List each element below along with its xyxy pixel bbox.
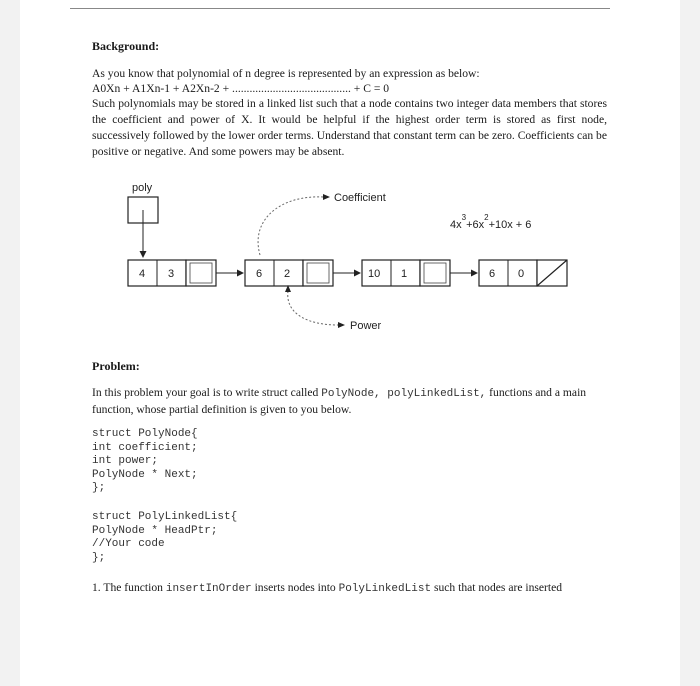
problem-item-1: 1. The function insertInOrder inserts nodes into PolyLinkedList such that nodes are inserted (92, 581, 563, 595)
coefficient-pointer-curve (258, 197, 323, 255)
node-power: 3 (168, 268, 175, 280)
node-coefficient: 6 (489, 268, 496, 280)
power-label: Power (350, 320, 382, 332)
problem-intro: In this problem your goal is to write struct called PolyNode, polyLinkedList, functions and a main function, whose partial definition is given to you below. (92, 386, 587, 416)
list-node (362, 260, 450, 286)
poly-label: poly (132, 182, 153, 194)
coefficient-arrowhead (323, 194, 330, 200)
coefficient-label: Coefficient (334, 192, 386, 204)
code-block-polynode: struct PolyNode{ int coefficient; int power; PolyNode * Next; }; (92, 428, 198, 495)
polynomial-expression: A0Xn + A1Xn-1 + A2Xn-2 + ......................................... + C = 0 (92, 82, 390, 95)
node-coefficient: 10 (368, 268, 381, 280)
background-line-1: As you know that polynomial of n degree is represented by an expression as below: (92, 67, 480, 80)
list-node (128, 260, 216, 286)
power-arrowhead (338, 322, 345, 328)
code-block-polylinkedlist: struct PolyLinkedList{ PolyNode * HeadPtr; //Your code }; (92, 511, 238, 564)
node-power: 2 (284, 268, 291, 280)
linked-list-diagram (110, 175, 580, 335)
list-node (479, 260, 567, 286)
problem-heading: Problem: (92, 359, 140, 373)
top-divider (70, 8, 610, 9)
polynomial-example (450, 213, 531, 231)
list-node (245, 260, 333, 286)
node-coefficient: 6 (256, 268, 263, 280)
svg-text:4x3+6x2+10x + 6: $4x^3+6x^2+10x + 6$ (450, 213, 532, 231)
node-coefficient: 4 (139, 268, 146, 280)
node-power: 0 (518, 268, 525, 280)
background-paragraph: Such polynomials may be stored in a linked list such that a node contains two integer data members that stores the coefficient and power of X. It would be helpful if the highest order term is stored as first node, successively followed by the lower order terms. Understand that constant term can be zero. Coefficients can be positive or negative. And some powers may be absent. (92, 97, 607, 158)
background-heading: Background: (92, 39, 160, 53)
node-power: 1 (401, 268, 408, 280)
power-pointer-curve (288, 291, 338, 325)
